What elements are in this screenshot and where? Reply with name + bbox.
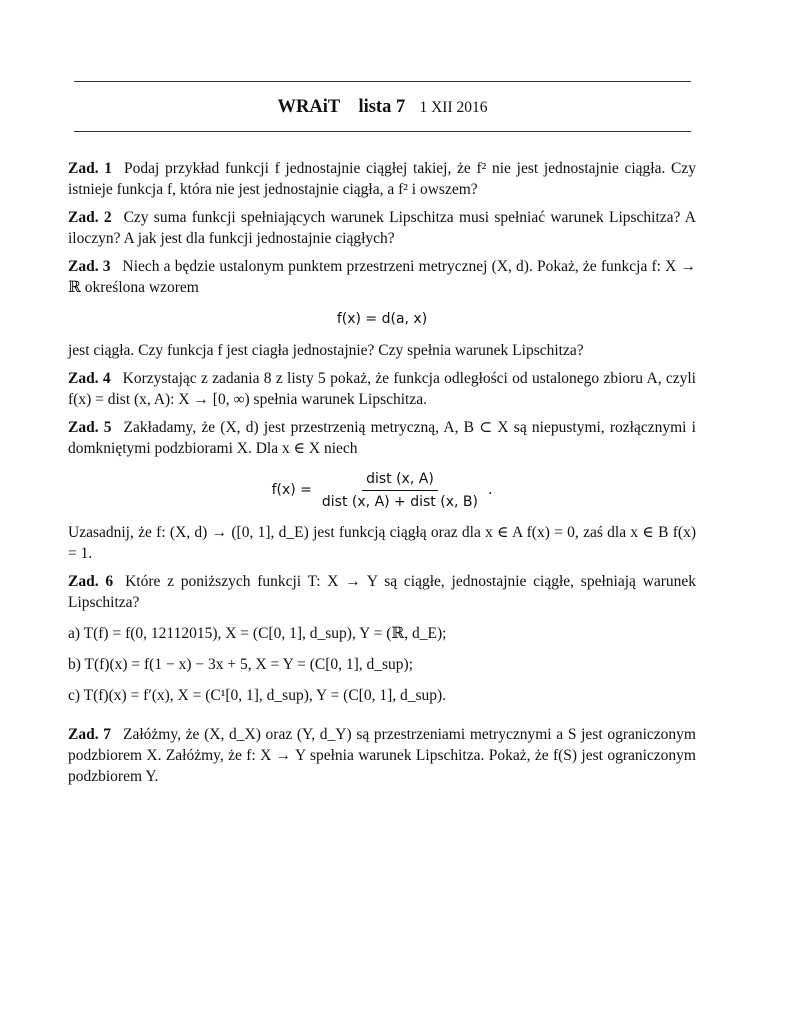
task-label: Zad. 6 (68, 573, 114, 590)
task-label: Zad. 2 (68, 209, 112, 226)
task-text-after: jest ciągła. Czy funkcja f jest ciagła jednostajnie? Czy spełnia warunek Lipschitza? (68, 342, 584, 359)
task-6-option-c: c) T(f)(x) = f′(x), X = (C¹[0, 1], d_sup), Y = (C[0, 1], d_sup). (68, 687, 447, 704)
task-text: Zakładamy, że (X, d) jest przestrzenią metryczną, A, B ⊂ X są niepustymi, rozłącznymi i domkniętymi podzbiorami X. Dla x ∈ X niech (68, 419, 696, 457)
task-text: Które z poniższych funkcji T: X → Y są ciągłe, jednostajnie ciągłe, spełniają warunek Lipschitza? (68, 573, 696, 611)
task-text: Czy suma funkcji spełniających warunek Lipschitza musi spełniać warunek Lipschitza? A iloczyn? A jak jest dla funkcji jednostajnie ciągłych? (68, 209, 696, 247)
task-text-after: Uzasadnij, że f: (X, d) → ([0, 1], d_E) jest funkcją ciągłą oraz dla x ∈ A f(x) = 0, zaś dla x ∈ B f(x) = 1. (68, 524, 696, 562)
header-bottom-rule (74, 131, 691, 132)
task-label: Zad. 7 (68, 726, 112, 743)
task-6-option-a: a) T(f) = f(0, 12112015), X = (C[0, 1], d_sup), Y = (ℝ, d_E); (68, 625, 447, 642)
problem-list (68, 158, 696, 794)
task-1 (68, 158, 696, 200)
task-6-option-b: b) T(f)(x) = f(1 − x) − 3x + 5, X = Y = (C[0, 1], d_sup); (68, 656, 414, 673)
task-3-formula (68, 308, 696, 330)
fraction-numerator: dist (x, A) (362, 469, 438, 491)
task-label: Zad. 5 (68, 419, 112, 436)
header-top-rule (74, 81, 691, 82)
formula: f(x) = d(a, x) (336, 311, 428, 327)
task-2 (68, 207, 696, 249)
list-date: 1 XII 2016 (419, 99, 488, 116)
task-text: Podaj przykład funkcji f jednostajnie ciągłej takiej, że f² nie jest jednostajnie ciągła. Czy istnieje funkcja f, która nie jest jednostajnie ciągła, a f² i owszem? (68, 160, 696, 198)
fraction-denominator: dist (x, A) + dist (x, B) (321, 494, 478, 510)
task-text: Załóżmy, że (X, d_X) oraz (Y, d_Y) są przestrzeniami metrycznymi a S jest ograniczonym podzbiorem X. Załóżmy, że f: X → Y spełnia warunek Lipschitza. Pokaż, że f(S) jest ograniczonym podzbiorem Y. (68, 726, 696, 785)
task-3 (68, 256, 696, 361)
task-label: Zad. 3 (68, 258, 111, 275)
formula-end: . (487, 482, 493, 498)
fraction (318, 469, 482, 512)
course-title: WRAiT (277, 97, 341, 117)
task-7 (68, 724, 696, 787)
task-label: Zad. 4 (68, 370, 111, 387)
formula-lhs: f(x) = (271, 482, 312, 498)
task-5 (68, 417, 696, 564)
task-5-formula (68, 469, 696, 512)
task-4 (68, 368, 696, 410)
list-title: lista 7 (358, 97, 406, 117)
task-6 (68, 571, 696, 706)
page-header (74, 95, 691, 120)
task-text: Niech a będzie ustalonym punktem przestrzeni metrycznej (X, d). Pokaż, że funkcja f: X → ℝ określona wzorem (68, 258, 696, 296)
task-text: Korzystając z zadania 8 z listy 5 pokaż, że funkcja odległości od ustalonego zbioru A, czyli f(x) = dist (x, A): X → [0, ∞) spełnia warunek Lipschitza. (68, 370, 696, 408)
task-label: Zad. 1 (68, 160, 113, 177)
